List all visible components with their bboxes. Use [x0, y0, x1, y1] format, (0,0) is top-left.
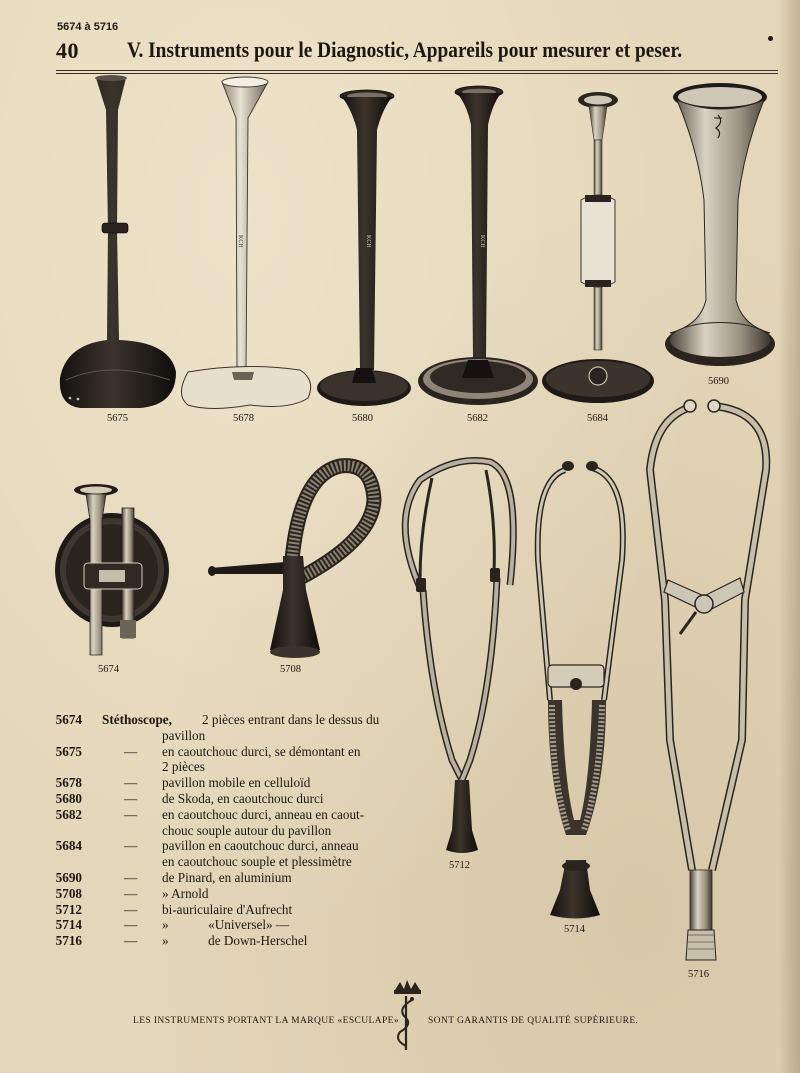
item-number: 5712	[55, 901, 82, 917]
figure-label-5716: 5716	[688, 969, 709, 980]
legend-row	[52, 775, 392, 791]
svg-text:KCH: KCH	[365, 235, 371, 248]
figure-label-5690: 5690	[708, 376, 729, 387]
page-number: 40	[56, 38, 79, 63]
item-number: 5678	[55, 775, 82, 791]
figure-label-5675: 5675	[107, 413, 128, 424]
figure-label-5712: 5712	[449, 860, 470, 871]
esculape-logo	[394, 980, 421, 1050]
legend-row	[52, 902, 392, 918]
legend-row	[52, 838, 392, 854]
item-description: » «Universel» —	[162, 917, 290, 933]
ditto-dash: —	[124, 775, 138, 791]
item-number: 5684	[55, 838, 82, 854]
svg-text:KCH: KCH	[479, 235, 485, 248]
page-title: V. Instruments pour le Diagnostic, Appareils pour mesurer et peser.	[127, 37, 683, 62]
item-description: en caoutchouc durci, anneau en caout-	[162, 806, 365, 822]
item-number: 5680	[55, 790, 82, 806]
figure-label-5680: 5680	[352, 413, 373, 424]
item-description: » de Down-Herschel	[162, 933, 308, 949]
item-description-continued: pavillon	[162, 727, 206, 743]
stethoscope-5674-drawing	[55, 484, 169, 655]
legend-row	[52, 791, 392, 807]
item-number: 5708	[55, 885, 82, 901]
ditto-dash: —	[124, 743, 138, 759]
footer-text-right: SONT GARANTIS DE QUALITÉ SUPÉRIEURE.	[428, 1016, 639, 1026]
ditto-dash: —	[124, 885, 138, 901]
item-description: » Arnold	[162, 885, 209, 901]
ditto-dash: —	[124, 933, 138, 949]
legend-row-continuation	[52, 823, 392, 839]
figure-label-5682: 5682	[467, 413, 488, 424]
stethoscope-5712-drawing	[405, 460, 513, 853]
item-description: 2 pièces entrant dans le dessus du	[202, 712, 380, 727]
legend-row	[52, 744, 392, 760]
item-description-continued: en caoutchouc souple et plessimètre	[162, 854, 352, 870]
figure-label-5674: 5674	[98, 664, 119, 675]
svg-text:KCH: KCH	[237, 235, 243, 248]
figure-label-5708: 5708	[280, 664, 301, 675]
footer-text-left: LES INSTRUMENTS PORTANT LA MARQUE «ESCULAPE»	[133, 1016, 400, 1026]
figure-label-5714: 5714	[564, 924, 585, 935]
item-description: de Skoda, en caoutchouc durci	[162, 790, 324, 806]
stethoscope-5716-drawing	[650, 400, 766, 960]
ditto-dash: —	[124, 901, 138, 917]
stethoscope-5714-drawing	[538, 461, 623, 919]
ditto-dash: —	[124, 917, 138, 933]
legend-row-continuation	[52, 728, 392, 744]
legend-row	[52, 917, 392, 933]
figure-label-5684: 5684	[587, 413, 608, 424]
item-description: bi-auriculaire d'Aufrecht	[162, 901, 293, 917]
item-description: en caoutchouc durci, se démontant en	[162, 743, 361, 759]
stethoscope-5675-drawing	[60, 75, 176, 408]
ditto-dash: —	[124, 838, 138, 854]
stethoscope-5684-drawing	[542, 92, 654, 403]
item-range: 5674 à 5716	[57, 21, 119, 33]
stethoscope-5708-drawing	[208, 466, 374, 658]
figure-label-5678: 5678	[233, 413, 254, 424]
item-number: 5682	[55, 806, 82, 822]
legend-row	[52, 886, 392, 902]
product-legend	[52, 712, 392, 949]
item-number: 5714	[55, 917, 82, 933]
item-number: 5690	[55, 869, 82, 885]
item-number: 5674	[55, 712, 82, 727]
stethoscope-5682-drawing	[418, 86, 538, 405]
legend-row-continuation	[52, 854, 392, 870]
item-number: 5716	[55, 933, 82, 949]
ditto-dash: —	[124, 869, 138, 885]
ditto-dash: —	[124, 806, 138, 822]
ditto-dash: —	[124, 790, 138, 806]
item-description-continued: chouc souple autour du pavillon	[162, 822, 332, 838]
legend-row	[52, 933, 392, 949]
stethoscope-5678-drawing	[182, 77, 311, 409]
item-heading: Stéthoscope,	[102, 712, 172, 727]
stethoscope-5690-drawing	[665, 83, 775, 366]
item-description-continued: 2 pièces	[162, 759, 205, 775]
item-number: 5675	[55, 743, 82, 759]
legend-row	[52, 712, 392, 728]
item-description: pavillon en caoutchouc durci, anneau	[162, 838, 359, 854]
legend-row	[52, 870, 392, 886]
legend-row-continuation	[52, 759, 392, 775]
item-description: de Pinard, en aluminium	[162, 869, 292, 885]
legend-row	[52, 807, 392, 823]
item-description: pavillon mobile en celluloïd	[162, 775, 311, 791]
stethoscope-5680-drawing	[317, 90, 411, 406]
